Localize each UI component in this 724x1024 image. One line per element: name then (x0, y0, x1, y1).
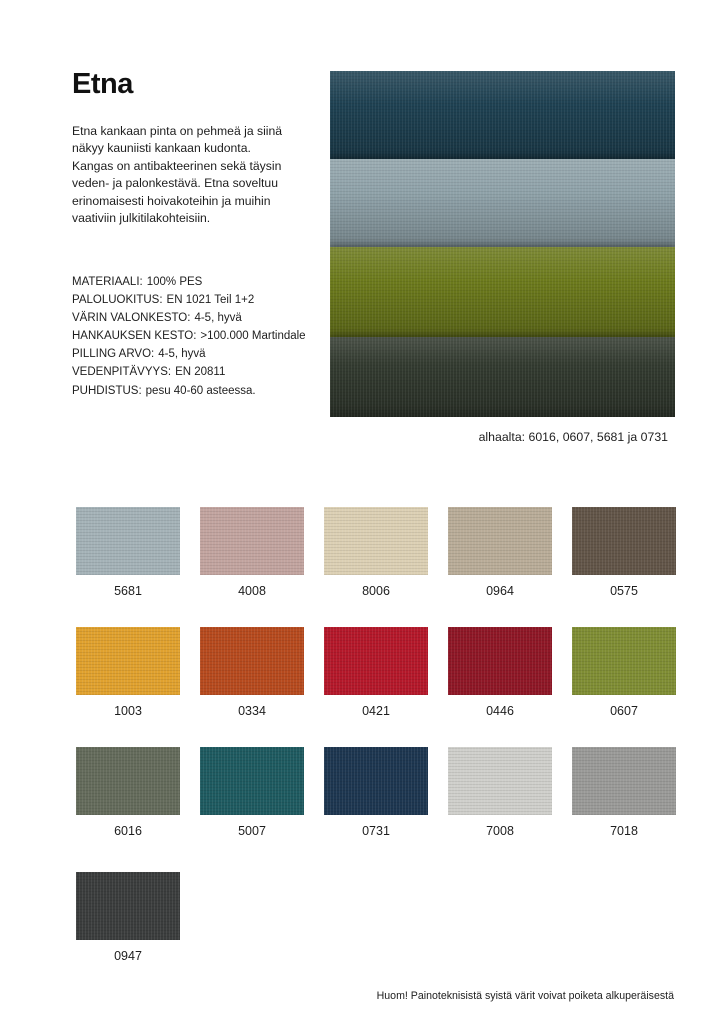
swatch-0575 (572, 507, 676, 575)
swatch-code: 7018 (610, 824, 638, 838)
spec-label: HANKAUKSEN KESTO: (72, 330, 197, 343)
spec-row (72, 345, 306, 363)
spec-label: VEDENPITÄVYYS: (72, 366, 172, 379)
spec-label: MATERIAALI: (72, 276, 143, 288)
description-line: veden- ja palonkestävä. Etna soveltuu (72, 176, 278, 191)
spec-row (72, 327, 306, 345)
swatch-5007 (200, 747, 304, 815)
swatch-code: 0947 (114, 949, 142, 963)
swatch-code: 0964 (486, 584, 514, 598)
spec-label: PUHDISTUS: (72, 384, 142, 397)
swatch-code: 7008 (486, 824, 514, 838)
swatch-code: 8006 (362, 584, 390, 598)
fabric-stack-photo (330, 71, 675, 417)
swatch-code: 0421 (362, 704, 390, 718)
spec-value: 100% PES (146, 276, 203, 288)
swatch-code: 5681 (114, 584, 142, 598)
fabric-band (330, 337, 675, 417)
swatch-7018 (572, 747, 676, 815)
swatch-code: 0575 (610, 584, 638, 598)
spec-value: pesu 40-60 asteessa. (145, 384, 256, 397)
description-line: erinomaisesti hoivakoteihin ja muihin (72, 193, 271, 208)
swatch-code: 0334 (238, 704, 266, 718)
swatch-code: 5007 (238, 824, 266, 838)
spec-value: EN 20811 (175, 366, 226, 379)
description-line: Kangas on antibakteerinen sekä täysin (72, 158, 282, 173)
swatch-code: 6016 (114, 824, 142, 838)
spec-value: >100.000 Martindale (200, 330, 306, 343)
swatch-code: 0731 (362, 824, 390, 838)
swatch-0731 (324, 747, 428, 815)
swatch-code: 4008 (238, 584, 266, 598)
page-title: Etna (72, 68, 133, 100)
swatch-5681 (76, 507, 180, 575)
fabric-band (330, 71, 675, 167)
swatch-0334 (200, 627, 304, 695)
spec-label: VÄRIN VALONKESTO: (72, 312, 191, 325)
swatch-0964 (448, 507, 552, 575)
spec-value: 4-5, hyvä (194, 312, 242, 325)
fabric-band (330, 159, 675, 255)
product-description (72, 123, 312, 227)
description-line: Etna kankaan pinta on pehmeä ja siinä (72, 124, 283, 138)
swatch-0947 (76, 872, 180, 940)
swatch-1003 (76, 627, 180, 695)
spec-row (72, 363, 306, 381)
spec-value: 4-5, hyvä (158, 348, 206, 361)
swatch-0446 (448, 627, 552, 695)
spec-row (72, 382, 306, 400)
spec-row (72, 309, 306, 327)
spec-value: EN 1021 Teil 1+2 (166, 294, 255, 307)
swatch-4008 (200, 507, 304, 575)
swatch-6016 (76, 747, 180, 815)
swatch-0607 (572, 627, 676, 695)
spec-label: PALOLUOKITUS: (72, 294, 163, 307)
swatch-code: 0446 (486, 704, 514, 718)
print-note: Huom! Painoteknisistä syistä värit voivat poiketa alkuperäisestä (376, 990, 674, 1002)
spec-row (72, 273, 306, 291)
swatch-7008 (448, 747, 552, 815)
swatch-0421 (324, 627, 428, 695)
description-line: näkyy kauniisti kankaan kudonta. (72, 141, 251, 156)
spec-label: PILLING ARVO: (72, 348, 155, 361)
swatch-code: 1003 (114, 704, 142, 718)
spec-list (72, 273, 306, 400)
spec-row (72, 291, 306, 309)
fabric-band (330, 247, 675, 345)
description-line: vaativiin julkitilakohteisiin. (72, 211, 211, 226)
photo-caption: alhaalta: 6016, 0607, 5681 ja 0731 (478, 430, 668, 444)
swatch-code: 0607 (610, 704, 638, 718)
swatch-8006 (324, 507, 428, 575)
